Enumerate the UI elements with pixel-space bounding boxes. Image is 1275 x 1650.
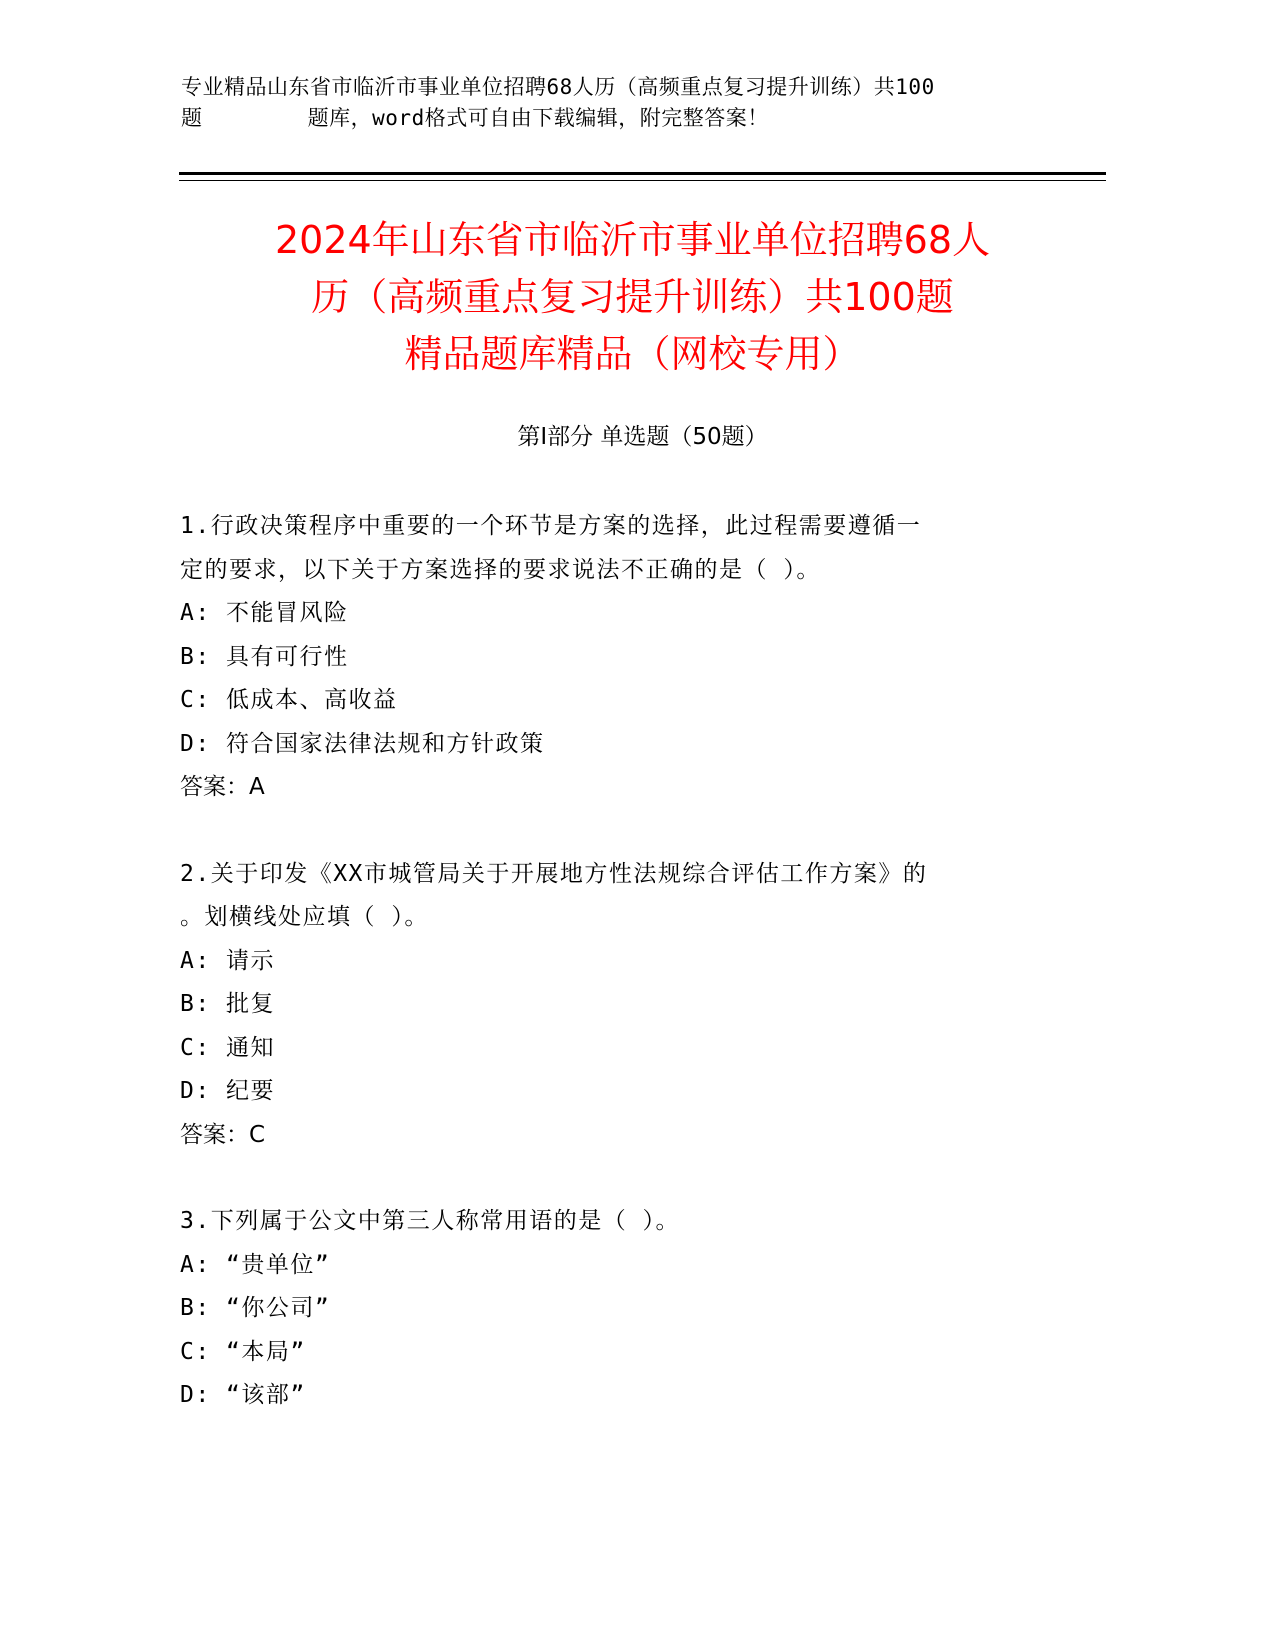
document-title-line3: 精品题库精品（网校专用） <box>404 332 861 376</box>
document-title-line1: 2024年山东省市临沂市事业单位招聘68人 <box>274 218 991 262</box>
question-stem-line: 。划横线处应填（ ）。 <box>180 904 429 930</box>
section-title: 第I部分 单选题（50题） <box>517 424 768 450</box>
question-3 <box>180 1200 1060 1418</box>
question-1 <box>180 505 1060 810</box>
question-stem-line: 1.行政决策程序中重要的一个环节是方案的选择，此过程需要遵循一 <box>180 513 922 539</box>
option-b: B: 具有可行性 <box>180 643 349 670</box>
document-title-line2: 历（高频重点复习提升训练）共100题 <box>311 275 954 319</box>
question-2 <box>180 853 1060 1158</box>
option-a: A: 不能冒风险 <box>180 600 349 626</box>
header-note <box>181 72 1061 134</box>
option-b: B: 批复 <box>180 991 276 1017</box>
option-d: D: “该部” <box>180 1382 306 1408</box>
header-note-line1: 专业精品山东省市临沂市事业单位招聘68人历（高频重点复习提升训练）共100 <box>181 75 935 99</box>
question-stem-line: 定的要求，以下关于方案选择的要求说法不正确的是（ ）。 <box>180 556 821 583</box>
option-c: C: 通知 <box>180 1034 276 1061</box>
answer: 答案：C <box>180 1121 266 1148</box>
question-stem-line: 2.关于印发《XX市城管局关于开展地方性法规综合评估工作方案》的 <box>180 860 928 887</box>
question-stem-line: 3.下列属于公文中第三人称常用语的是（ ）。 <box>180 1208 681 1234</box>
option-d: D: 纪要 <box>180 1078 276 1104</box>
option-c: C: “本局” <box>180 1338 306 1365</box>
option-d: D: 符合国家法律法规和方针政策 <box>180 730 545 757</box>
question-list <box>180 505 1060 1461</box>
header-rule-thick <box>179 172 1106 175</box>
document-title <box>160 212 1105 383</box>
option-c: C: 低成本、高收益 <box>180 687 398 713</box>
option-a: A: “贵单位” <box>180 1251 331 1278</box>
answer: 答案：A <box>180 774 265 800</box>
header-note-line2: 题 题库，word格式可自由下载编辑，附完整答案！ <box>181 106 769 130</box>
header-rule-thin <box>179 180 1106 181</box>
option-b: B: “你公司” <box>180 1295 331 1321</box>
option-a: A: 请示 <box>180 947 276 974</box>
